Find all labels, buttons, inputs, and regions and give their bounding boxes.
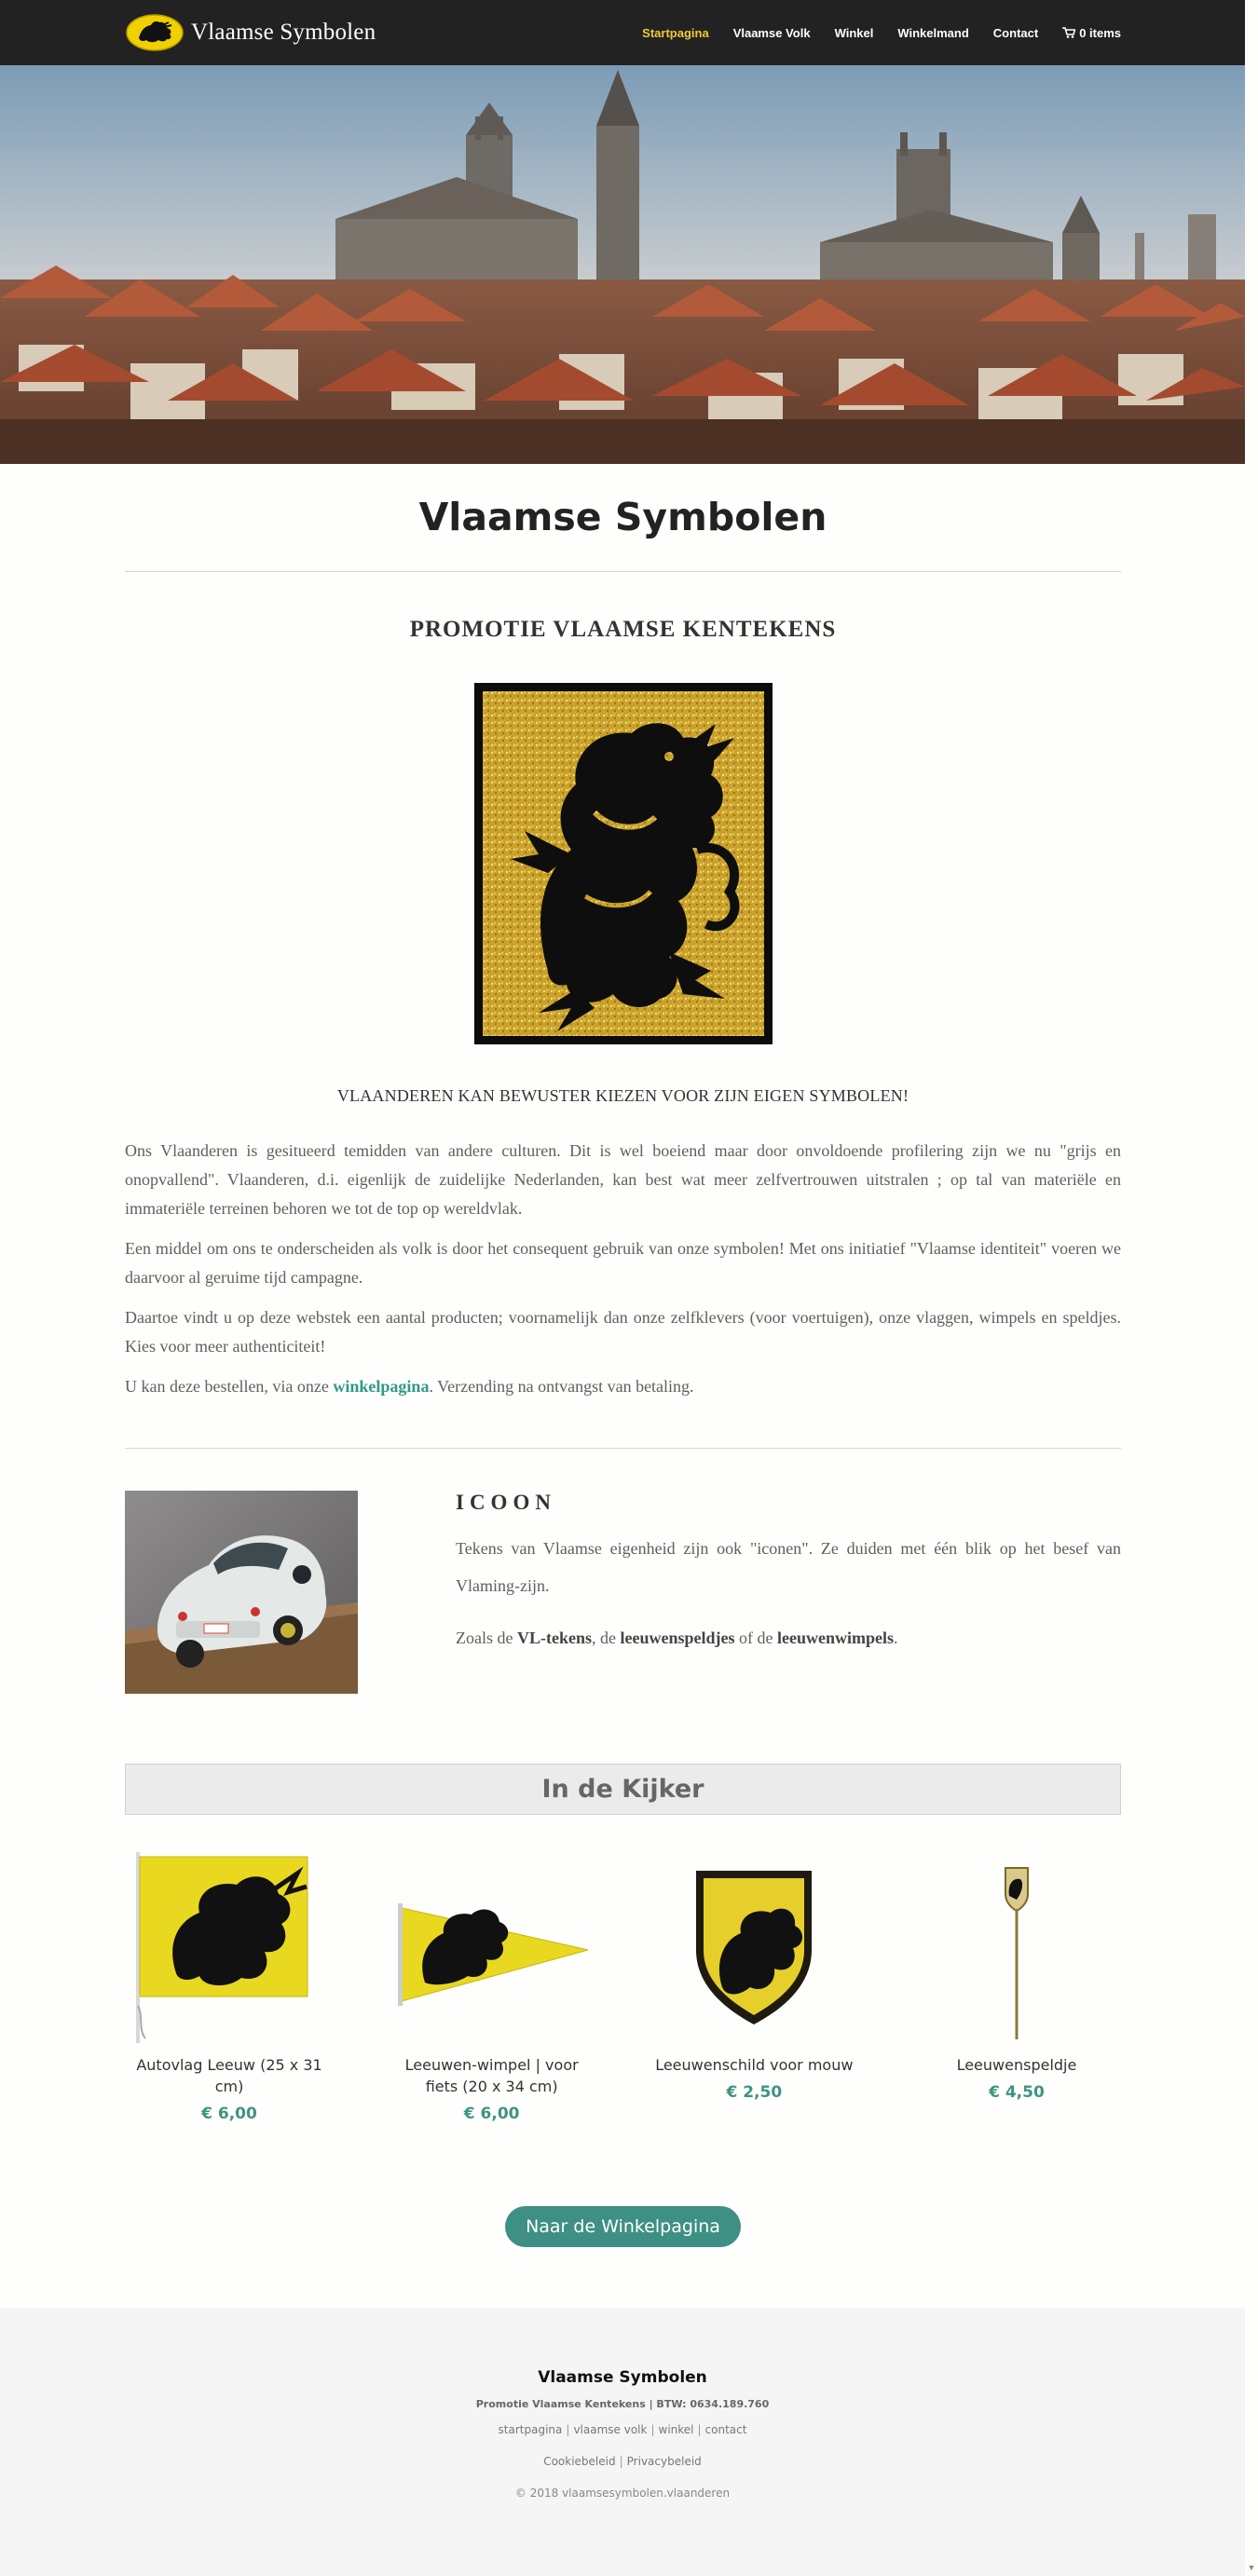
porsche-car-photo [125, 1491, 358, 1694]
icoon-text [456, 1491, 1121, 1656]
leeuwenwimpels-text: leeuwenwimpels [776, 1629, 894, 1647]
order-prefix: U kan deze bestellen, via onze [125, 1377, 334, 1396]
order-paragraph [125, 1372, 1121, 1401]
product-price: € 6,00 [201, 2105, 257, 2123]
vl-tekens-text: VL-tekens [516, 1629, 592, 1647]
product-image [650, 1847, 858, 2043]
privacybeleid-link[interactable]: Privacybeleid [626, 2455, 702, 2468]
featured-heading: In de Kijker [125, 1764, 1121, 1815]
gold-lion-emblem-image [483, 691, 764, 1036]
footer-tagline: Promotie Vlaamse Kentekens | BTW: 0634.189.760 [475, 2398, 770, 2410]
nav-item-winkelmand[interactable]: Winkelmand [897, 25, 969, 40]
featured-products [125, 1847, 1121, 2123]
winkelpagina-link[interactable]: winkelpagina [333, 1377, 430, 1396]
page-title: Vlaamse Symbolen [418, 495, 827, 539]
nav-item-startpagina[interactable]: Startpagina [642, 25, 709, 40]
icoon-text-mid-2: of de [734, 1629, 777, 1647]
separator: | [650, 2423, 655, 2436]
icoon-paragraph-2 [456, 1619, 1121, 1656]
divider [125, 571, 1121, 572]
lion-emblem-frame [474, 683, 773, 1044]
product-name: Autovlag Leeuw (25 x 31 cm) [136, 2056, 322, 2095]
product-card-wimpel[interactable] [388, 1847, 596, 2123]
product-name: Leeuwenspeldje [956, 2056, 1077, 2074]
footer-copyright: © 2018 vlaamsesymbolen.vlaanderen [514, 2487, 731, 2500]
main-nav [642, 0, 1121, 65]
scroll-down-arrow-icon[interactable]: ▼ [1247, 2563, 1256, 2572]
intro-paragraph-3: Daartoe vindt u op deze webstek een aantal producten; voornamelijk dan onze zelfklevers (voor voertuigen), onze vlaggen, wimpels en speldjes. Kies voor meer authenticiteit! [125, 1308, 1121, 1356]
ghent-skyline-image [0, 65, 1245, 464]
naar-winkelpagina-button[interactable]: Naar de Winkelpagina [505, 2206, 741, 2247]
product-price: € 4,50 [989, 2083, 1045, 2102]
car-flag-lion-image [125, 1847, 334, 2043]
product-image [388, 1847, 596, 2043]
icoon-text-suffix: . [893, 1629, 898, 1647]
site-logo-text: Vlaamse Symbolen [191, 20, 376, 45]
footer-link-startpagina[interactable]: startpagina [498, 2423, 563, 2436]
footer-brand: Vlaamse Symbolen [538, 2368, 707, 2387]
product-price: € 6,00 [463, 2105, 520, 2123]
order-suffix: . Verzending na ontvangst van betaling. [429, 1377, 694, 1396]
separator: | [566, 2423, 570, 2436]
intro-paragraph-1: Ons Vlaanderen is gesitueerd temidden van andere culturen. Dit is wel boeiend maar door onvoldoende profilering zijn we nu "grijs en onopvallend". Vlaanderen, d.i. eigenlijk de zuidelijke Nederlanden, kan best wat meer zelfvertrouwen uitstralen ; op tal van materiële en immateriële terreinen behoren we tot de top op wereldvlak. [125, 1141, 1121, 1218]
hero-banner [0, 65, 1245, 464]
nav-item-contact[interactable]: Contact [992, 25, 1039, 40]
product-card-schild[interactable] [650, 1847, 858, 2123]
section-subtitle: PROMOTIE VLAAMSE KENTEKENS [409, 617, 837, 642]
lion-pin-image [912, 1847, 1121, 2043]
separator: | [619, 2455, 623, 2468]
product-card-speldje[interactable] [912, 1847, 1121, 2123]
footer-link-contact[interactable]: contact [704, 2423, 747, 2436]
white-car-model-image [125, 1491, 358, 1694]
pennant-lion-image [388, 1847, 596, 2043]
nav-item-winkel[interactable]: Winkel [834, 25, 874, 40]
product-name: Leeuwen-wimpel | voor fiets (20 x 34 cm) [404, 2056, 579, 2095]
cart-count: 0 items [1079, 25, 1121, 40]
cart-link[interactable] [1062, 26, 1121, 40]
footer-link-vlaamse-volk[interactable]: vlaamse volk [573, 2423, 648, 2436]
lion-logo-icon [126, 14, 184, 51]
product-image [125, 1847, 334, 2043]
product-card-autovlag[interactable] [125, 1847, 334, 2123]
icoon-text-prefix: Zoals de [456, 1629, 517, 1647]
site-logo[interactable] [126, 13, 376, 52]
main-content [125, 464, 1121, 1751]
shield-badge-lion-image [650, 1847, 858, 2043]
shopping-cart-icon [1062, 27, 1075, 38]
divider [125, 1448, 1121, 1449]
leeuwenspeldjes-text: leeuwenspeldjes [620, 1629, 735, 1647]
product-name: Leeuwenschild voor mouw [655, 2056, 854, 2074]
icoon-text-mid-1: , de [591, 1629, 621, 1647]
slogan-caption: VLAANDEREN KAN BEWUSTER KIEZEN VOOR ZIJN EIGEN SYMBOLEN! [336, 1086, 909, 1105]
footer-legal [0, 2455, 1245, 2468]
product-image [912, 1847, 1121, 2043]
intro-paragraph-2: Een middel om ons te onderscheiden als volk is door het consequent gebruik van onze symbolen! Met ons initiatief "Vlaamse identiteit" voeren we daarvoor al geruime tijd campagne. [125, 1239, 1121, 1287]
site-footer [0, 2308, 1245, 2576]
cookiebeleid-link[interactable]: Cookiebeleid [543, 2455, 616, 2468]
product-price: € 2,50 [726, 2083, 783, 2102]
separator: | [697, 2423, 702, 2436]
icoon-title: ICOON [456, 1491, 556, 1514]
site-header [0, 0, 1245, 65]
icoon-section [125, 1491, 1121, 1751]
footer-link-winkel[interactable]: winkel [658, 2423, 694, 2436]
nav-item-vlaamse-volk[interactable]: Vlaamse Volk [732, 25, 811, 40]
icoon-paragraph-1: Tekens van Vlaamse eigenheid zijn ook "iconen". Ze duiden met één blik op het besef van Vlaming-zijn. [456, 1539, 1121, 1595]
footer-links [0, 2423, 1245, 2436]
